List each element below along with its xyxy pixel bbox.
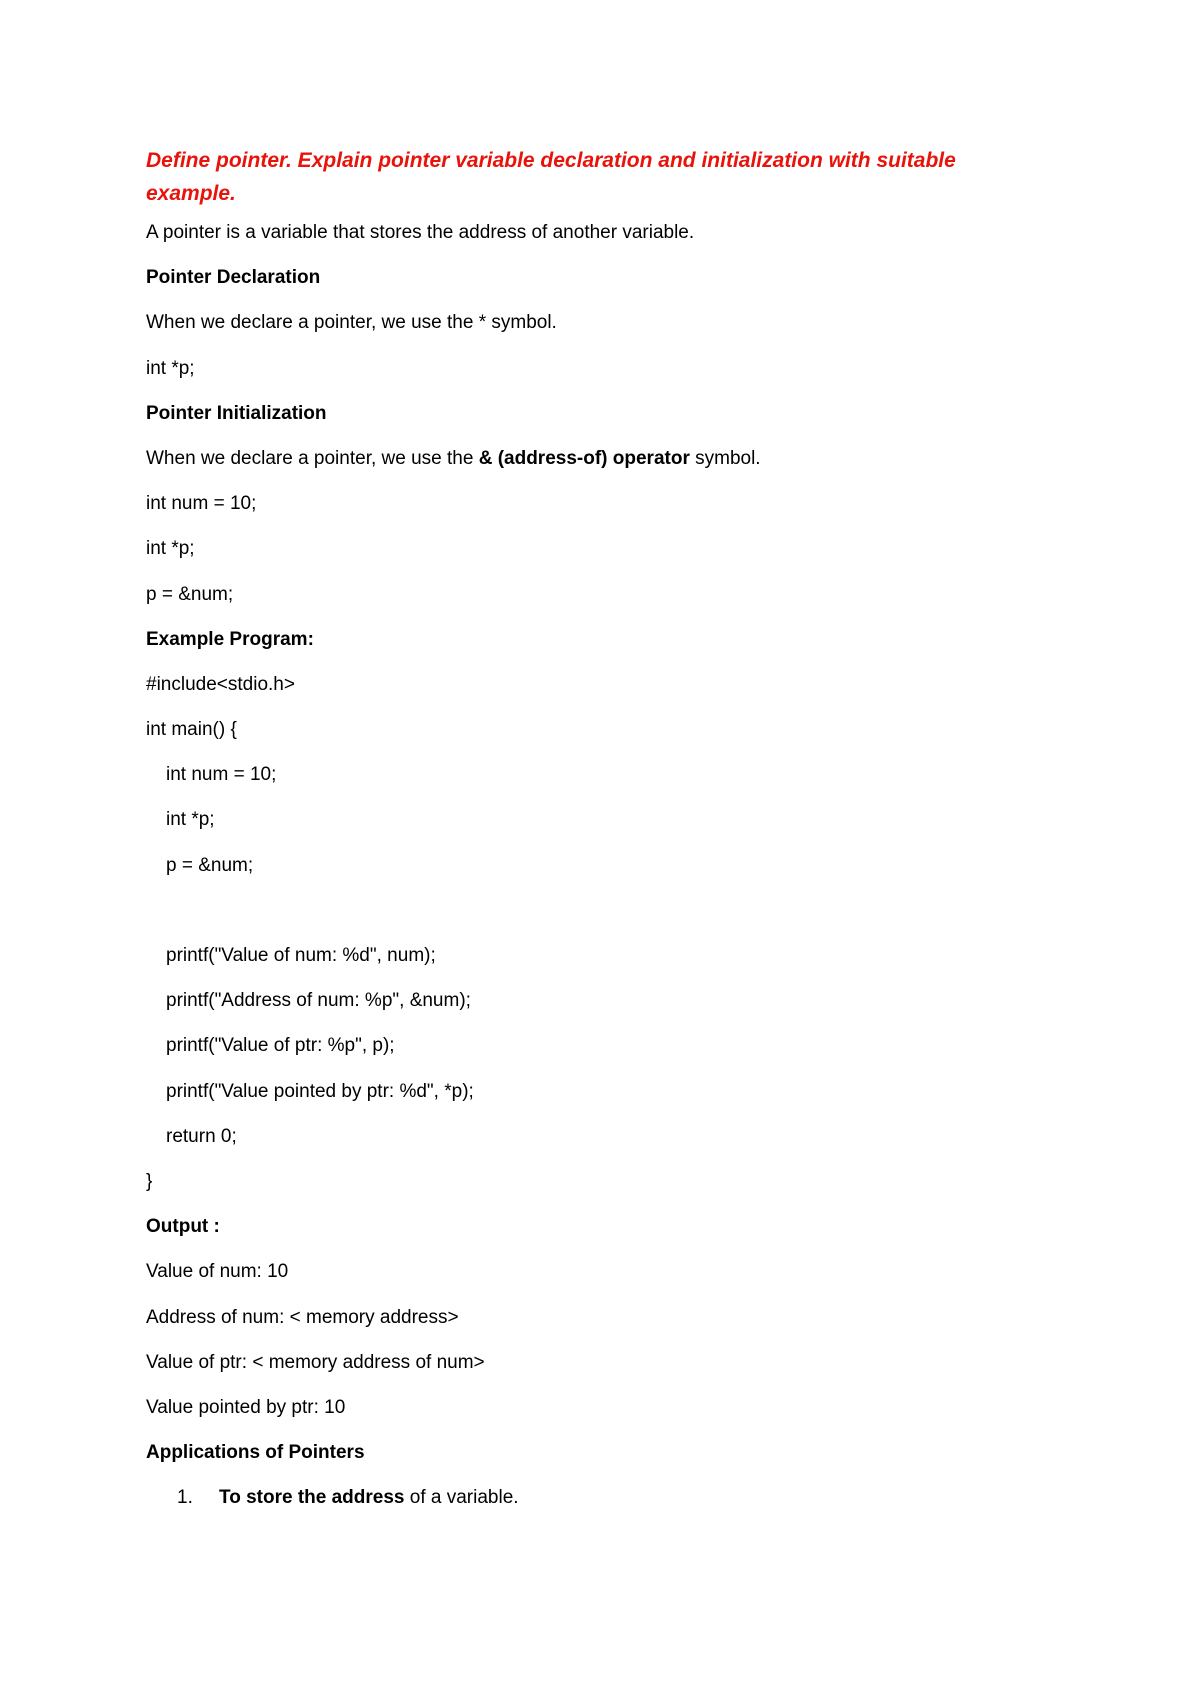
declaration-code: int *p;	[146, 357, 195, 379]
output-line: Value pointed by ptr: 10	[146, 1396, 346, 1418]
declaration-text: When we declare a pointer, we use the * symbol.	[146, 312, 557, 334]
output-line: Address of num: < memory address>	[146, 1306, 459, 1328]
initialization-code-line: int *p;	[146, 538, 195, 560]
intro-text: A pointer is a variable that stores the address of another variable.	[146, 222, 695, 243]
code-line-blank	[146, 900, 1046, 922]
output-line: Value of num: 10	[146, 1261, 289, 1283]
applications-list-item	[146, 1487, 1046, 1509]
list-item-rest: of a variable.	[404, 1487, 519, 1509]
code-line: p = &num;	[166, 854, 254, 876]
initialization-text	[146, 448, 1046, 470]
output-heading: Output :	[146, 1216, 220, 1238]
initialization-heading: Pointer Initialization	[146, 402, 327, 424]
code-line: printf("Value of num: %d", num);	[166, 945, 436, 966]
initialization-text-bold: & (address-of) operator	[478, 447, 690, 469]
code-line-close-brace: }	[146, 1170, 153, 1192]
example-heading: Example Program:	[146, 628, 314, 650]
code-line: printf("Value of ptr: %p", p);	[166, 1035, 395, 1057]
initialization-code-line: int num = 10;	[146, 493, 257, 515]
list-item-bold: To store the address	[219, 1487, 405, 1509]
declaration-heading: Pointer Declaration	[146, 267, 321, 289]
code-line: printf("Address of num: %p", &num);	[166, 990, 471, 1012]
initialization-text-after: symbol.	[689, 447, 761, 469]
code-line: int num = 10;	[166, 764, 277, 786]
code-line-include: #include<stdio.h>	[146, 673, 295, 695]
code-line-main: int main() {	[146, 719, 237, 741]
code-line: int *p;	[166, 809, 215, 831]
code-line: printf("Value pointed by ptr: %d", *p);	[166, 1080, 474, 1102]
list-item-number: 1.	[177, 1487, 193, 1509]
output-line: Value of ptr: < memory address of num>	[146, 1351, 485, 1373]
applications-heading: Applications of Pointers	[146, 1442, 365, 1464]
document-content	[146, 144, 1046, 1509]
code-line-return: return 0;	[166, 1125, 237, 1147]
initialization-code-line: p = &num;	[146, 583, 234, 605]
question-title: Define pointer. Explain pointer variable declaration and initialization with suitable example.	[146, 149, 956, 205]
initialization-text-before: When we declare a pointer, we use the	[146, 447, 479, 469]
